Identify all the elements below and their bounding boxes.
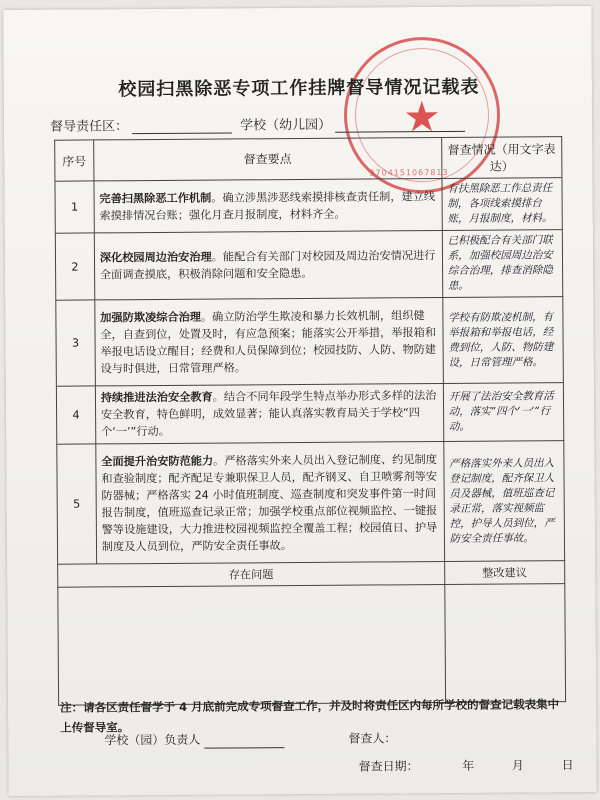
observation-text: 严格落实外来人员出入登记制度，配齐保卫人员及器械，值班巡查记录正常，落实视频监控，护导人员到位，严防安全责任事故。 <box>449 456 555 545</box>
row-title: 全面提升治安防范能力 <box>101 454 214 468</box>
row-number: 5 <box>57 444 97 564</box>
row-content <box>95 298 443 386</box>
row-observation <box>443 441 564 562</box>
document-page <box>3 6 596 796</box>
row-text: 。结合不同年段学生特点举办形式多样的法治安全教育，特色鲜明，成效显著；能认真落实教育局关于学校“四个‘一’”行动。 <box>100 389 437 439</box>
row-title: 深化校园周边治安治理 <box>99 250 212 265</box>
observation-text: 有扶黑除恶工作总责任制，各项线索摸排台账，月报制度，材料。 <box>447 182 553 225</box>
suggest-cell <box>444 584 565 703</box>
date-label: 督查日期： <box>358 759 419 774</box>
school-signature-field <box>104 728 284 749</box>
row-content <box>96 441 445 563</box>
school-field <box>240 113 465 134</box>
row-title: 持续推进法治安全教育 <box>100 390 213 405</box>
row-observation <box>442 230 563 298</box>
row-text: 。确立涉黑涉恶线索摸排核查责任制，建立线索摸排情况台账；强化月查月报制度，材料齐全。 <box>99 189 436 222</box>
table-header-row <box>55 137 562 182</box>
seal-number: 3704151067813 <box>369 167 449 178</box>
row-number: 3 <box>56 300 95 386</box>
table-row <box>56 383 563 445</box>
header-main: 督查要点 <box>94 138 442 181</box>
row-title: 加强防欺凌综合治理 <box>100 310 201 324</box>
row-content <box>95 384 443 444</box>
region-field <box>50 114 232 134</box>
page-title: 校园扫黑除恶专项工作挂牌督导情况记载表 <box>118 76 480 101</box>
school-label: 学校（幼儿园） <box>240 117 332 134</box>
row-observation <box>442 297 563 384</box>
region-label: 督导责任区： <box>50 119 129 135</box>
row-number: 4 <box>56 386 95 444</box>
row-text: 。能配合有关部门对校园及周边治安情况进行全面调查摸底，积极消除问题和安全隐患。 <box>99 249 436 282</box>
observation-text: 开展了法治安全教育活动，落实“四个‘一’”行动。 <box>448 390 554 433</box>
school-signature-label: 学校（园）负责人 <box>104 732 201 748</box>
header-obs: 督查情况（用文字表达） <box>441 137 562 179</box>
observation-text: 已积极配合有关部门联系，加强校园周边治安综合治理，排查消除隐患。 <box>447 234 553 292</box>
inspector-label: 督查人： <box>348 731 397 746</box>
seal-star-icon: ★ <box>402 92 441 142</box>
observation-text: 学校有防欺凌机制，有举报箱和举报电话，经费到位，人防、物防建设，日常管理严格。 <box>448 310 554 369</box>
school-signature <box>204 728 284 749</box>
row-observation <box>443 383 564 442</box>
issues-cell <box>58 584 446 705</box>
inspector-signature-field <box>348 726 540 746</box>
row-text: 。严格落实外来人员出入登记制度、约见制度和查验制度；配齐配足专兼职保卫人员，配齐钢叉、自卫喷雾剂等安防器械；严格落实 24 小时值班制度、巡查制度和突发事件第一时间报告制度，值班巡查记录正常；加强学校重点部位视频监控、一键报警等设施建设，大力推进校园视频监控全覆盖工程；校园值日、护导制度及人员到位，严防安全责任事故。 <box>101 452 438 553</box>
date-day-label: 日 <box>561 758 574 773</box>
date-month-label: 月 <box>511 758 524 773</box>
header-no: 序号 <box>55 140 94 181</box>
table-row <box>55 178 562 234</box>
issues-body-row <box>58 584 566 706</box>
row-observation <box>442 178 563 231</box>
row-text: 。确立防治学生欺凌和暴力长效机制，组织健全，自查到位，处置及时，有应急预案；能落实公开举措，举报箱和举报电话设立醒目；经费和人员保障到位；校园技防、人防、物防建设与时俱进，日常管理严格。 <box>100 308 437 375</box>
suggest-header: 整改建议 <box>444 561 564 585</box>
row-title: 完善扫黑除恶工作机制 <box>99 191 212 205</box>
inspector-signature <box>400 726 540 746</box>
date-field <box>358 756 573 775</box>
table-row <box>55 230 562 301</box>
row-content <box>94 179 442 233</box>
footnote: 注：请各区责任督学于 4 月底前完成专项督查工作，并及时将责任区内每所学校的督查记载表集中上传督导室。 <box>60 697 560 735</box>
region-value <box>132 132 232 134</box>
issues-header: 存在问题 <box>58 561 445 587</box>
table-row <box>57 441 565 565</box>
date-year-label: 年 <box>462 758 475 773</box>
inspection-table <box>54 136 566 706</box>
row-number: 1 <box>55 181 94 233</box>
row-number: 2 <box>55 233 94 300</box>
row-content <box>94 231 442 300</box>
table-row <box>56 297 564 387</box>
